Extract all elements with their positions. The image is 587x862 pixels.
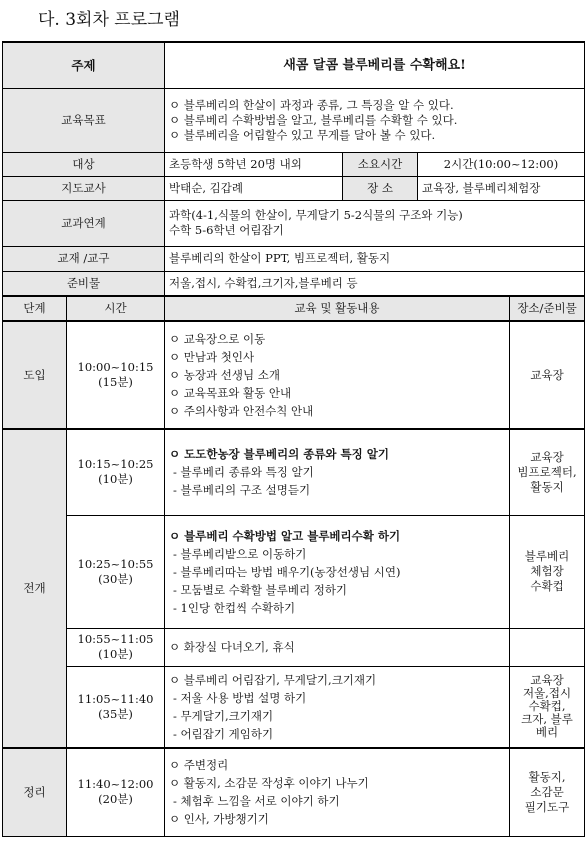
place-line: 수확컵,: [528, 699, 566, 714]
activity-line: - 블루베리따는 방법 배우기(농장선생님 시연): [173, 564, 401, 579]
duration-value: 2시간(10:00~12:00): [418, 152, 585, 176]
place-cell: [510, 628, 585, 666]
place-cell: [510, 515, 585, 628]
activity-cell: [165, 666, 510, 748]
page-title: 다. 3회차 프로그램: [38, 10, 180, 30]
goal-line: ㅇ 블루베리 수확방법을 알고, 블루베리를 수확할 수 있다.: [169, 112, 458, 127]
activity-line: - 블루베리의 구조 설명듣기: [173, 483, 311, 498]
activity-cell: [165, 628, 510, 666]
activity-line: - 어림잡기 게임하기: [173, 726, 274, 741]
time-cell: [67, 666, 165, 748]
place-cell: [510, 321, 585, 429]
time-range: 11:05~11:40: [77, 691, 154, 706]
activity-heading: ㅇ 블루베리 수확방법 알고 블루베리수확 하기: [169, 528, 401, 543]
time-cell: [67, 748, 165, 836]
activity-line: ㅇ 인사, 가방챙기기: [169, 812, 269, 827]
place-cell: [510, 666, 585, 748]
time-duration: (30분): [98, 571, 133, 586]
place-line: 교육장: [530, 673, 564, 688]
activity-cell: [165, 748, 510, 836]
time-cell: [67, 429, 165, 515]
place-line: 교육장: [530, 449, 564, 464]
place-cell: [510, 748, 585, 836]
place-line: 체험장: [530, 564, 564, 578]
activity-cell: [165, 429, 510, 515]
activity-line: ㅇ 활동지, 소감문 작성후 이야기 나누기: [169, 776, 369, 791]
activity-line: - 저울 사용 방법 설명 하기: [173, 690, 307, 705]
time-range: 10:25~10:55: [77, 556, 154, 571]
activity-line: ㅇ 교육장으로 이동: [169, 332, 266, 346]
activity-line: - 무게달기,크기재기: [173, 708, 274, 723]
subject-label: 주제: [3, 42, 165, 88]
time-range: 11:40~12:00: [77, 777, 154, 792]
curriculum-label: 교과연계: [3, 200, 165, 246]
place-line: 빔프로젝터,: [517, 464, 577, 479]
activity-cell: [165, 321, 510, 429]
place-line: 교육장: [530, 367, 564, 382]
material-value: 블루베리의 한살이 PPT, 빔프로젝터, 활동지: [165, 246, 585, 271]
time-cell: [67, 628, 165, 666]
place-line: 베리: [535, 725, 559, 740]
goals-cell: [165, 88, 585, 152]
material-label: 교재 /교구: [3, 246, 165, 271]
curriculum-line: 과학(4-1,식물의 한살이, 무게달기 5-2식물의 구조와 기능): [169, 208, 463, 222]
activity-line: - 블루베리밭으로 이동하기: [173, 546, 307, 561]
place-cell: [510, 429, 585, 515]
place-line: 활동지: [530, 479, 564, 494]
time-range: 10:00~10:15: [77, 360, 154, 374]
activity-line: ㅇ 주의사항과 안전수칙 안내: [169, 404, 314, 418]
place-line: 활동지,: [528, 769, 566, 784]
place-line: 소감문: [530, 784, 564, 799]
prep-value: 저울,접시, 수확컵,크기자,블루베리 등: [165, 271, 585, 296]
place-line: 저울,접시: [522, 686, 572, 701]
activity-line: - 모둠별로 수확할 블루베리 정하기: [173, 582, 348, 597]
curriculum-cell: [165, 200, 585, 246]
time-cell: [67, 515, 165, 628]
place-line: 블루베리: [524, 549, 570, 563]
stage-wrap: 정리: [3, 748, 67, 836]
time-range: 10:55~11:05: [77, 632, 154, 646]
prep-label: 준비물: [3, 271, 165, 296]
activity-line: - 1인당 한컵씩 수확하기: [173, 600, 296, 615]
time-range: 10:15~10:25: [77, 457, 154, 472]
goal-line: ㅇ 블루베리을 어림할수 있고 무게를 달아 볼 수 있다.: [169, 127, 436, 142]
program-table: [2, 41, 585, 837]
time-duration: (20분): [98, 792, 133, 807]
activity-line: ㅇ 농장과 선생님 소개: [169, 368, 280, 382]
time-duration: (35분): [98, 706, 133, 721]
time-cell: [67, 321, 165, 429]
target-label: 대상: [3, 152, 165, 176]
teacher-value: 박태순, 김갑례: [165, 176, 343, 200]
activity-line: ㅇ 화장실 다녀오기, 휴식: [169, 640, 295, 654]
stage-intro: 도입: [3, 321, 67, 429]
place-line: 크자, 블루: [521, 712, 573, 727]
duration-label: 소요시간: [343, 152, 418, 176]
place-line: 수확컵: [530, 579, 564, 593]
activity-line: ㅇ 만남과 첫인사: [169, 350, 255, 364]
col-time: 시간: [67, 296, 165, 321]
curriculum-line: 수학 5-6학년 어림잡기: [169, 223, 284, 237]
col-activity: 교육 및 활동내용: [165, 296, 510, 321]
place-line: 필기도구: [524, 799, 570, 814]
activity-cell: [165, 515, 510, 628]
stage-main: 전개: [3, 429, 67, 748]
target-value: 초등학생 5학년 20명 내외: [165, 152, 343, 176]
goals-label: 교육목표: [3, 88, 165, 152]
activity-line: ㅇ 교육목표와 활동 안내: [169, 386, 292, 400]
time-duration: (15분): [98, 375, 133, 389]
subject-value: 새콤 달콤 블루베리를 수확해요!: [165, 42, 585, 88]
activity-line: ㅇ 블루베리 어림잡기, 무게달기,크기재기: [169, 672, 377, 687]
place-value: 교육장, 블루베리체험장: [418, 176, 585, 200]
activity-line: - 블루베리 종류와 특징 알기: [173, 465, 314, 480]
goal-line: ㅇ 블루베리의 한살이 과정과 종류, 그 특징을 알 수 있다.: [169, 97, 454, 112]
activity-line: - 체험후 느낌을 서로 이야기 하기: [173, 794, 340, 809]
activity-heading: ㅇ 도도한농장 블루베리의 종류와 특징 알기: [169, 447, 389, 462]
time-duration: (10분): [98, 472, 133, 487]
time-duration: (10분): [98, 647, 133, 661]
place-label: 장 소: [343, 176, 418, 200]
col-place: 장소/준비물: [510, 296, 585, 321]
activity-line: ㅇ 주변정리: [169, 758, 229, 773]
col-stage: 단계: [3, 296, 67, 321]
teacher-label: 지도교사: [3, 176, 165, 200]
